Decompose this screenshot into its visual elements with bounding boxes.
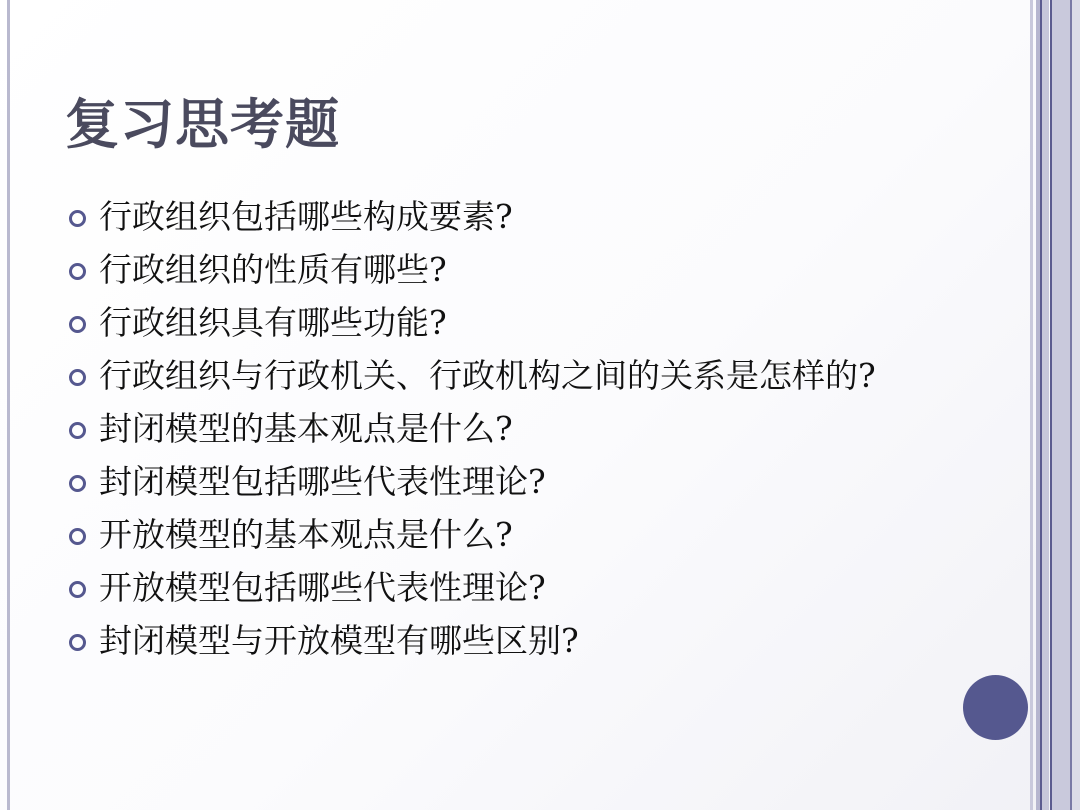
bullet-item	[65, 298, 885, 348]
bullet-item	[65, 616, 885, 666]
right-stripe	[1042, 0, 1049, 810]
bullet-text: 开放模型包括哪些代表性理论?	[99, 568, 546, 607]
hollow-circle-bullet-icon	[69, 369, 86, 386]
bullet-item	[65, 354, 885, 398]
bullet-list	[65, 192, 885, 669]
bullet-text: 封闭模型的基本观点是什么?	[99, 409, 513, 448]
hollow-circle-bullet-icon	[69, 422, 86, 439]
bullet-text: 封闭模型与开放模型有哪些区别?	[99, 621, 579, 660]
slide-title: 复习思考题	[65, 92, 340, 156]
bullet-item	[65, 245, 885, 295]
decorative-circle	[963, 675, 1028, 740]
bullet-text: 行政组织与行政机关、行政机构之间的关系是怎样的?	[99, 356, 876, 395]
hollow-circle-bullet-icon	[69, 263, 86, 280]
bullet-item	[65, 457, 885, 507]
bullet-item	[65, 404, 885, 454]
bullet-item	[65, 510, 885, 560]
right-stripe	[1072, 0, 1080, 810]
bullet-text: 行政组织包括哪些构成要素?	[99, 197, 513, 236]
hollow-circle-bullet-icon	[69, 210, 86, 227]
bullet-text: 行政组织的性质有哪些?	[99, 250, 447, 289]
right-stripe	[1030, 0, 1033, 810]
right-stripe	[1052, 0, 1070, 810]
hollow-circle-bullet-icon	[69, 581, 86, 598]
hollow-circle-bullet-icon	[69, 316, 86, 333]
bullet-item	[65, 563, 885, 613]
hollow-circle-bullet-icon	[69, 475, 86, 492]
hollow-circle-bullet-icon	[69, 634, 86, 651]
bullet-text: 封闭模型包括哪些代表性理论?	[99, 462, 546, 501]
bullet-text: 行政组织具有哪些功能?	[99, 303, 447, 342]
bullet-text: 开放模型的基本观点是什么?	[99, 515, 513, 554]
hollow-circle-bullet-icon	[69, 528, 86, 545]
left-border-line	[7, 0, 10, 810]
bullet-item	[65, 192, 885, 242]
